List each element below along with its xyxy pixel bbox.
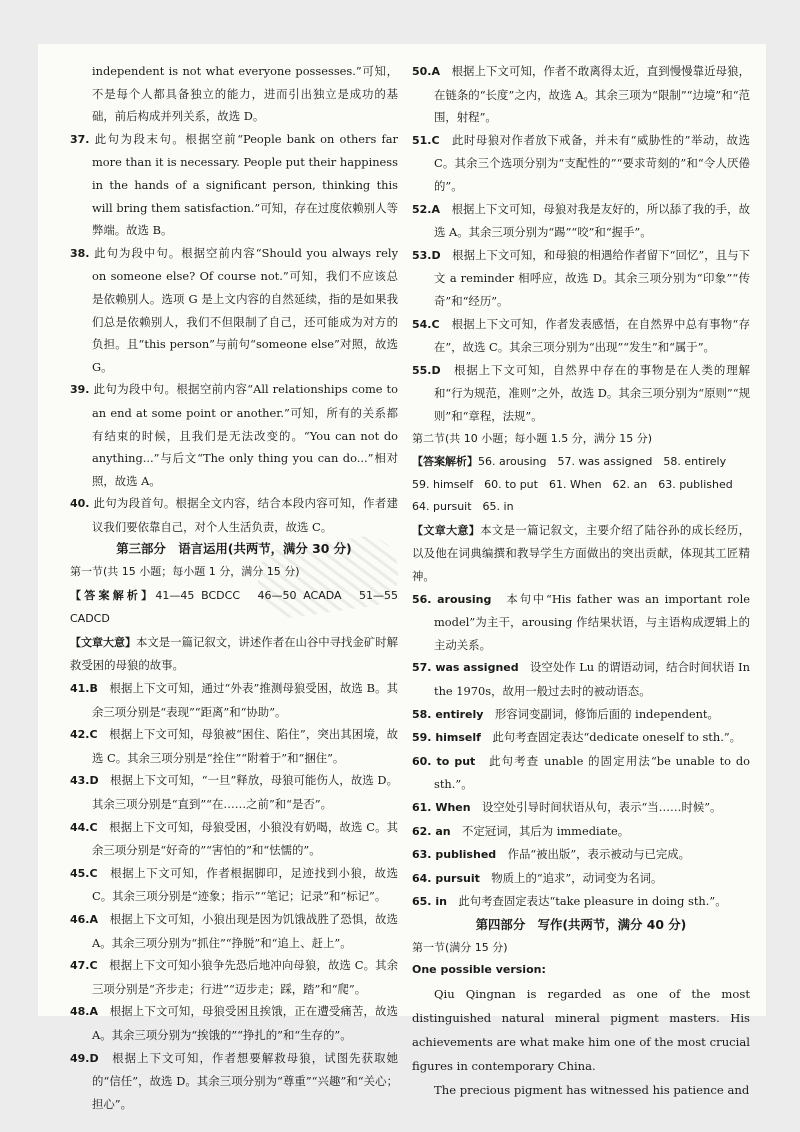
explanation-44: 44.C 根据上下文可知，母狼受困，小狼没有奶喝，故选 C。其余三项分别是“好奇的”“害怕的”和“怯懦的”。: [70, 819, 398, 858]
explanation-62: 62. an 不定冠词，其后为 immediate。: [412, 823, 630, 838]
explanation-51: 51.C 此时母狼对作者放下戒备，并未有“威胁性的”举动，故选 C。其余三个选项分别为“支配性的”“要求苛刻的”和“令人厌倦的”。: [412, 132, 750, 193]
explanation-53: 53.D 根据上下文可知，和母狼的相遇给作者留下“回忆”，且与下文 a reminder 相呼应，故选 D。其余三项分别为“印象”“传奇”和“经历”。: [412, 247, 750, 308]
article-summary: 【文章大意】本文是一篇记叙文，讲述作者在山谷中寻找金矿时解救受困的母狼的故事。: [70, 634, 398, 673]
explanation-64: 64. pursuit 物质上的“追求”，动词变为名词。: [412, 870, 663, 885]
explanation-46: 46.A 根据上下文可知，小狼出现是因为饥饿战胜了恐惧，故选 A。其余三项分别为“抓住”“挣脱”和“追上、赶上”。: [70, 911, 398, 950]
writing-section1-heading: 第一节(满分 15 分): [412, 940, 508, 954]
explanation-37: 37. 此句为段末句。根据空前“People bank on others far more than it is necessary. People put their happiness in the hands of a significant person, thinking this will bring them satisfaction.”可知，存在过度依赖别人等弊端。故选 B。: [70, 131, 398, 238]
answer-key-2-line2: 59. himself 60. to put 61. When 62. an 63. published: [412, 477, 733, 491]
explanation-42: 42.C 根据上下文可知，母狼被“困住、陷住”，突出其困境，故选 C。其余三项分别是“拴住”“附着于”和“捆住”。: [70, 727, 398, 765]
answer-key: 【答案解析】41—45 BCDCC 46—50 ACADA 51—55 CADCD: [70, 588, 398, 626]
explanation-60: 60. to put 此句考查 unable 的固定用法“be unable to do sth.”。: [412, 753, 750, 792]
continued-explanation: independent is not what everyone possesses.”可知，不是每个人都具备独立的能力，进而引出独立是成功的基础，前后构成并列关系，故选 D。: [92, 64, 398, 124]
possible-version-label: One possible version:: [412, 963, 546, 977]
explanation-52: 52.A 根据上下文可知，母狼对我是友好的，所以舔了我的手，故选 A。其余三项分别为“踢”“咬”和“握手”。: [412, 201, 750, 240]
explanation-63: 63. published 作品“被出版”，表示被动与已完成。: [412, 847, 691, 862]
explanation-55: 55.D 根据上下文可知，自然界中存在的事物是在人类的理解和“行为规范，准则”之外，故选 D。其余三项分别为“原则”“规则”和“章程，法规”。: [412, 362, 750, 423]
explanation-54: 54.C 根据上下文可知，作者发表感悟，在自然界中总有事物“存在”，故选 C。其余三项分别为“出现”“发生”和“属于”。: [412, 316, 750, 355]
essay-paragraph-1: Qiu Qingnan is regarded as one of the most distinguished natural mineral pigment masters. His achievements are what make him one of the most crucial figures in contemporary China.: [412, 986, 750, 1073]
explanation-56: 56. arousing 本句中“His father was an important role model”为主干，arousing 作结果状语，与主语构成逻辑上的主动关系。: [412, 591, 750, 652]
essay-paragraph-2: The precious pigment has witnessed his patience and: [434, 1082, 750, 1097]
explanation-65: 65. in 此句考查固定表达“take pleasure in doing sth.”。: [412, 894, 727, 909]
explanation-38: 38. 此句为段中句。根据空前内容“Should you always rely on someone else? Of course not.”可知，我们不应该总是依赖别人。选项 G 是上文内容的自然延续，指的是如果我们总是依赖别人，我们不但限制了自己，还可能成为对方的负担。且“this person”与前句“someone else”对照，故选 G。: [70, 245, 398, 374]
section2-heading: 第二节(共 10 小题；每小题 1.5 分，满分 15 分): [412, 431, 653, 445]
left-column: [70, 60, 398, 1115]
explanation-39: 39. 此句为段中句。根据空前内容“All relationships come to an end at some point or another.”可知，所有的关系都有结束的时候，且我们是无法改变的。“You can not do anything...”与后文“The only thing you can do...”相对照，故选 A。: [70, 382, 398, 488]
explanation-48: 48.A 根据上下文可知，母狼受困且挨饿，正在遭受痛苦，故选 A。其余三项分别为“挨饿的”“挣扎的”和“生存的”。: [70, 1004, 398, 1042]
explanation-61: 61. When 设空处引导时间状语从句，表示“当……时候”。: [412, 800, 722, 814]
explanation-41: 41.B 根据上下文可知，通过“外表”推测母狼受困，故选 B。其余三项分别是“表现”“距离”和“协助”。: [70, 681, 398, 719]
part3-heading: 第三部分 语言运用(共两节，满分 30 分): [116, 541, 352, 557]
explanation-58: 58. entirely 形容词变副词，修饰后面的 independent。: [412, 706, 719, 721]
answer-sheet-page: [38, 44, 766, 1111]
explanation-45: 45.C 根据上下文可知，作者根据脚印，足迹找到小狼，故选 C。其余三项分别是“迹象；指示”“笔记；记录”和“标记”。: [70, 865, 398, 904]
answer-key-2: 【答案解析】56. arousing 57. was assigned 58. entirely: [412, 455, 727, 469]
explanation-57: 57. was assigned 设空处作 Lu 的谓语动词，结合时间状语 In the 1970s，故用一般过去时的被动语态。: [412, 660, 750, 699]
explanation-43: 43.D 根据上下文可知，“一旦”释放，母狼可能伤人，故选 D。其余三项分别是“直到”“在……之前”和“是否”。: [70, 773, 398, 811]
part4-heading: 第四部分 写作(共两节，满分 40 分): [475, 916, 687, 932]
explanation-50: 50.A 根据上下文可知，作者不敢离得太近，直到慢慢靠近母狼，在链条的“长度”之内，故选 A。其余三项为“限制”“边境”和“范围，射程”。: [412, 64, 750, 125]
answer-key-2-line3: 64. pursuit 65. in: [412, 500, 514, 514]
article-summary-2: 【文章大意】本文是一篇记叙文，主要介绍了陆谷孙的成长经历，以及他在词典编撰和教导学生方面做出的突出贡献，体现其工匠精神。: [412, 522, 750, 584]
explanation-47: 47.C 根据上下文可知小狼争先恐后地冲向母狼，故选 C。其余三项分别是“齐步走；行进”“迈步走；踩，踏”和“爬”。: [70, 958, 398, 996]
right-column: [412, 60, 750, 1102]
explanation-40: 40. 此句为段首句。根据全文内容，结合本段内容可知，作者建议我们要依靠自己，对个人生活负责，故选 C。: [70, 496, 398, 534]
explanation-59: 59. himself 此句考查固定表达“dedicate oneself to sth.”。: [412, 730, 742, 745]
explanation-49: 49.D 根据上下文可知，作者想要解救母狼，试图先获取她的“信任”，故选 D。其余三项分别为“尊重”“兴趣”和“关心；担心”。: [70, 1050, 398, 1111]
section1-heading: 第一节(共 15 小题；每小题 1 分，满分 15 分): [70, 565, 300, 579]
